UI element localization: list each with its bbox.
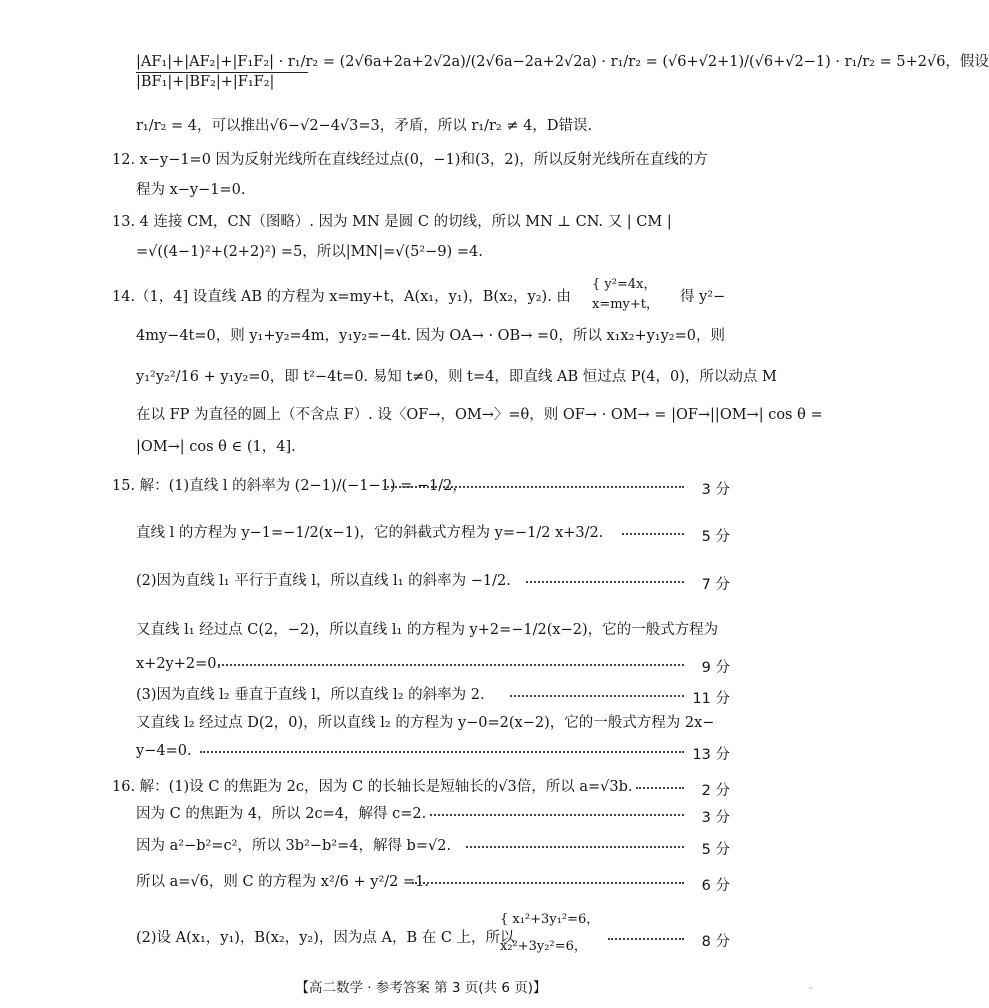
score: 3 分 [701,482,730,498]
solution-line: y−4=0. [136,743,192,759]
solution-line: (2)因为直线 l₁ 平行于直线 l，所以直线 l₁ 的斜率为 −1/2. [136,573,511,589]
leader-dots [526,581,684,583]
leader-dots [218,664,684,666]
score: 8 分 [701,934,730,950]
solution-line: 直线 l 的方程为 y−1=−1/2(x−1)，它的斜截式方程为 y=−1/2 x+3/2. [136,525,604,541]
system-equation: { y²=4x， [592,277,657,292]
leader-dots [412,882,684,884]
leader-dots [636,787,684,789]
answer-16: 16. 解：(1)设 C 的焦距为 2c，因为 C 的长轴长是短轴长的√3倍，所以 a=√3b. [112,779,633,795]
solution-line: 4my−4t=0，则 y₁+y₂=4m，y₁y₂=−4t. 因为 OA→ · OB→ =0，所以 x₁x₂+y₁y₂=0，则 [136,328,725,344]
corner-mark: ·· [808,984,814,993]
solution-line: (2)设 A(x₁，y₁)，B(x₂，y₂)，因为点 A，B 在 C 上，所以 [136,930,515,946]
solution-line: (3)因为直线 l₂ 垂直于直线 l，所以直线 l₂ 的斜率为 2. [136,687,485,703]
leader-dots [622,533,684,535]
answer-14: 14.（1，4] 设直线 AB 的方程为 x=my+t，A(x₁，y₁)，B(x₂，y₂). 由 [112,289,571,305]
leader-dots [608,938,684,940]
score: 13 分 [692,747,730,763]
solution-line: |BF₁|+|BF₂|+|F₁F₂| [136,74,275,90]
score: 5 分 [701,529,730,545]
solution-line: r₁/r₂ = 4，可以推出√6−√2−4√3=3，矛盾，所以 r₁/r₂ ≠ 4，D错误. [136,118,593,134]
score: 3 分 [701,810,730,826]
score: 2 分 [701,783,730,799]
system-equation: x=my+t， [592,297,660,312]
solution-line: y₁²y₂²/16 + y₁y₂=0，即 t²−4t=0. 易知 t≠0，则 t=4，即直线 AB 恒过点 P(4，0)，所以动点 M [136,369,777,385]
solution-line: 得 y²− [680,289,726,305]
leader-dots [384,486,684,488]
score: 11 分 [692,691,730,707]
solution-line: x+2y+2=0. [136,656,222,672]
solution-line: 因为 a²−b²=c²，所以 3b²−b²=4，解得 b=√2. [136,838,452,854]
leader-dots [466,846,684,848]
score: 5 分 [701,842,730,858]
answer-15: 15. 解：(1)直线 l 的斜率为 (2−1)/(−1−1) = −1/2， [112,478,467,494]
score: 7 分 [701,577,730,593]
solution-line: =√((4−1)²+(2+2)²) =5，所以|MN|=√(5²−9) =4. [136,244,483,260]
page-footer: 【高二数学 · 参考答案 第 3 页(共 6 页)】 [295,980,547,996]
leader-dots [430,814,684,816]
solution-line: 又直线 l₁ 经过点 C(2，−2)，所以直线 l₁ 的方程为 y+2=−1/2(x−2)，它的一般式方程为 [136,622,719,638]
solution-line: 因为 C 的焦距为 4，所以 2c=4，解得 c=2. [136,806,427,822]
solution-line: 程为 x−y−1=0. [136,182,246,198]
fraction-bar [136,72,308,73]
solution-line: 又直线 l₂ 经过点 D(2，0)，所以直线 l₂ 的方程为 y−0=2(x−2)，它的一般式方程为 2x− [136,715,715,731]
solution-line: |AF₁|+|AF₂|+|F₁F₂| · r₁/r₂ = (2√6a+2a+2√2a)/(2√6a−2a+2√2a) · r₁/r₂ = (√6+√2+1)/(√6+√2−1) · r₁/r₂ = 5+2√6，假设 [136,54,989,70]
score: 6 分 [701,878,730,894]
solution-line: |OM→| cos θ ∈ (1，4]. [136,439,296,455]
score: 9 分 [701,660,730,676]
solution-line: 在以 FP 为直径的圆上（不含点 F）. 设〈OF→，OM→〉=θ，则 OF→ · OM→ = |OF→||OM→| cos θ = [136,407,823,423]
leader-dots [510,695,684,697]
solution-line: 所以 a=√6，则 C 的方程为 x²/6 + y²/2 =1. [136,874,429,890]
answer-13: 13. 4 连接 CM，CN（图略）. 因为 MN 是圆 C 的切线，所以 MN ⊥ CN. 又 | CM | [112,214,672,230]
leader-dots [200,751,684,753]
system-equation: x₂²+3y₂²=6， [500,939,587,954]
system-equation: { x₁²+3y₁²=6， [500,912,600,927]
answer-12: 12. x−y−1=0 因为反射光线所在直线经过点(0，−1)和(3，2)，所以反射光线所在直线的方 [112,152,708,168]
